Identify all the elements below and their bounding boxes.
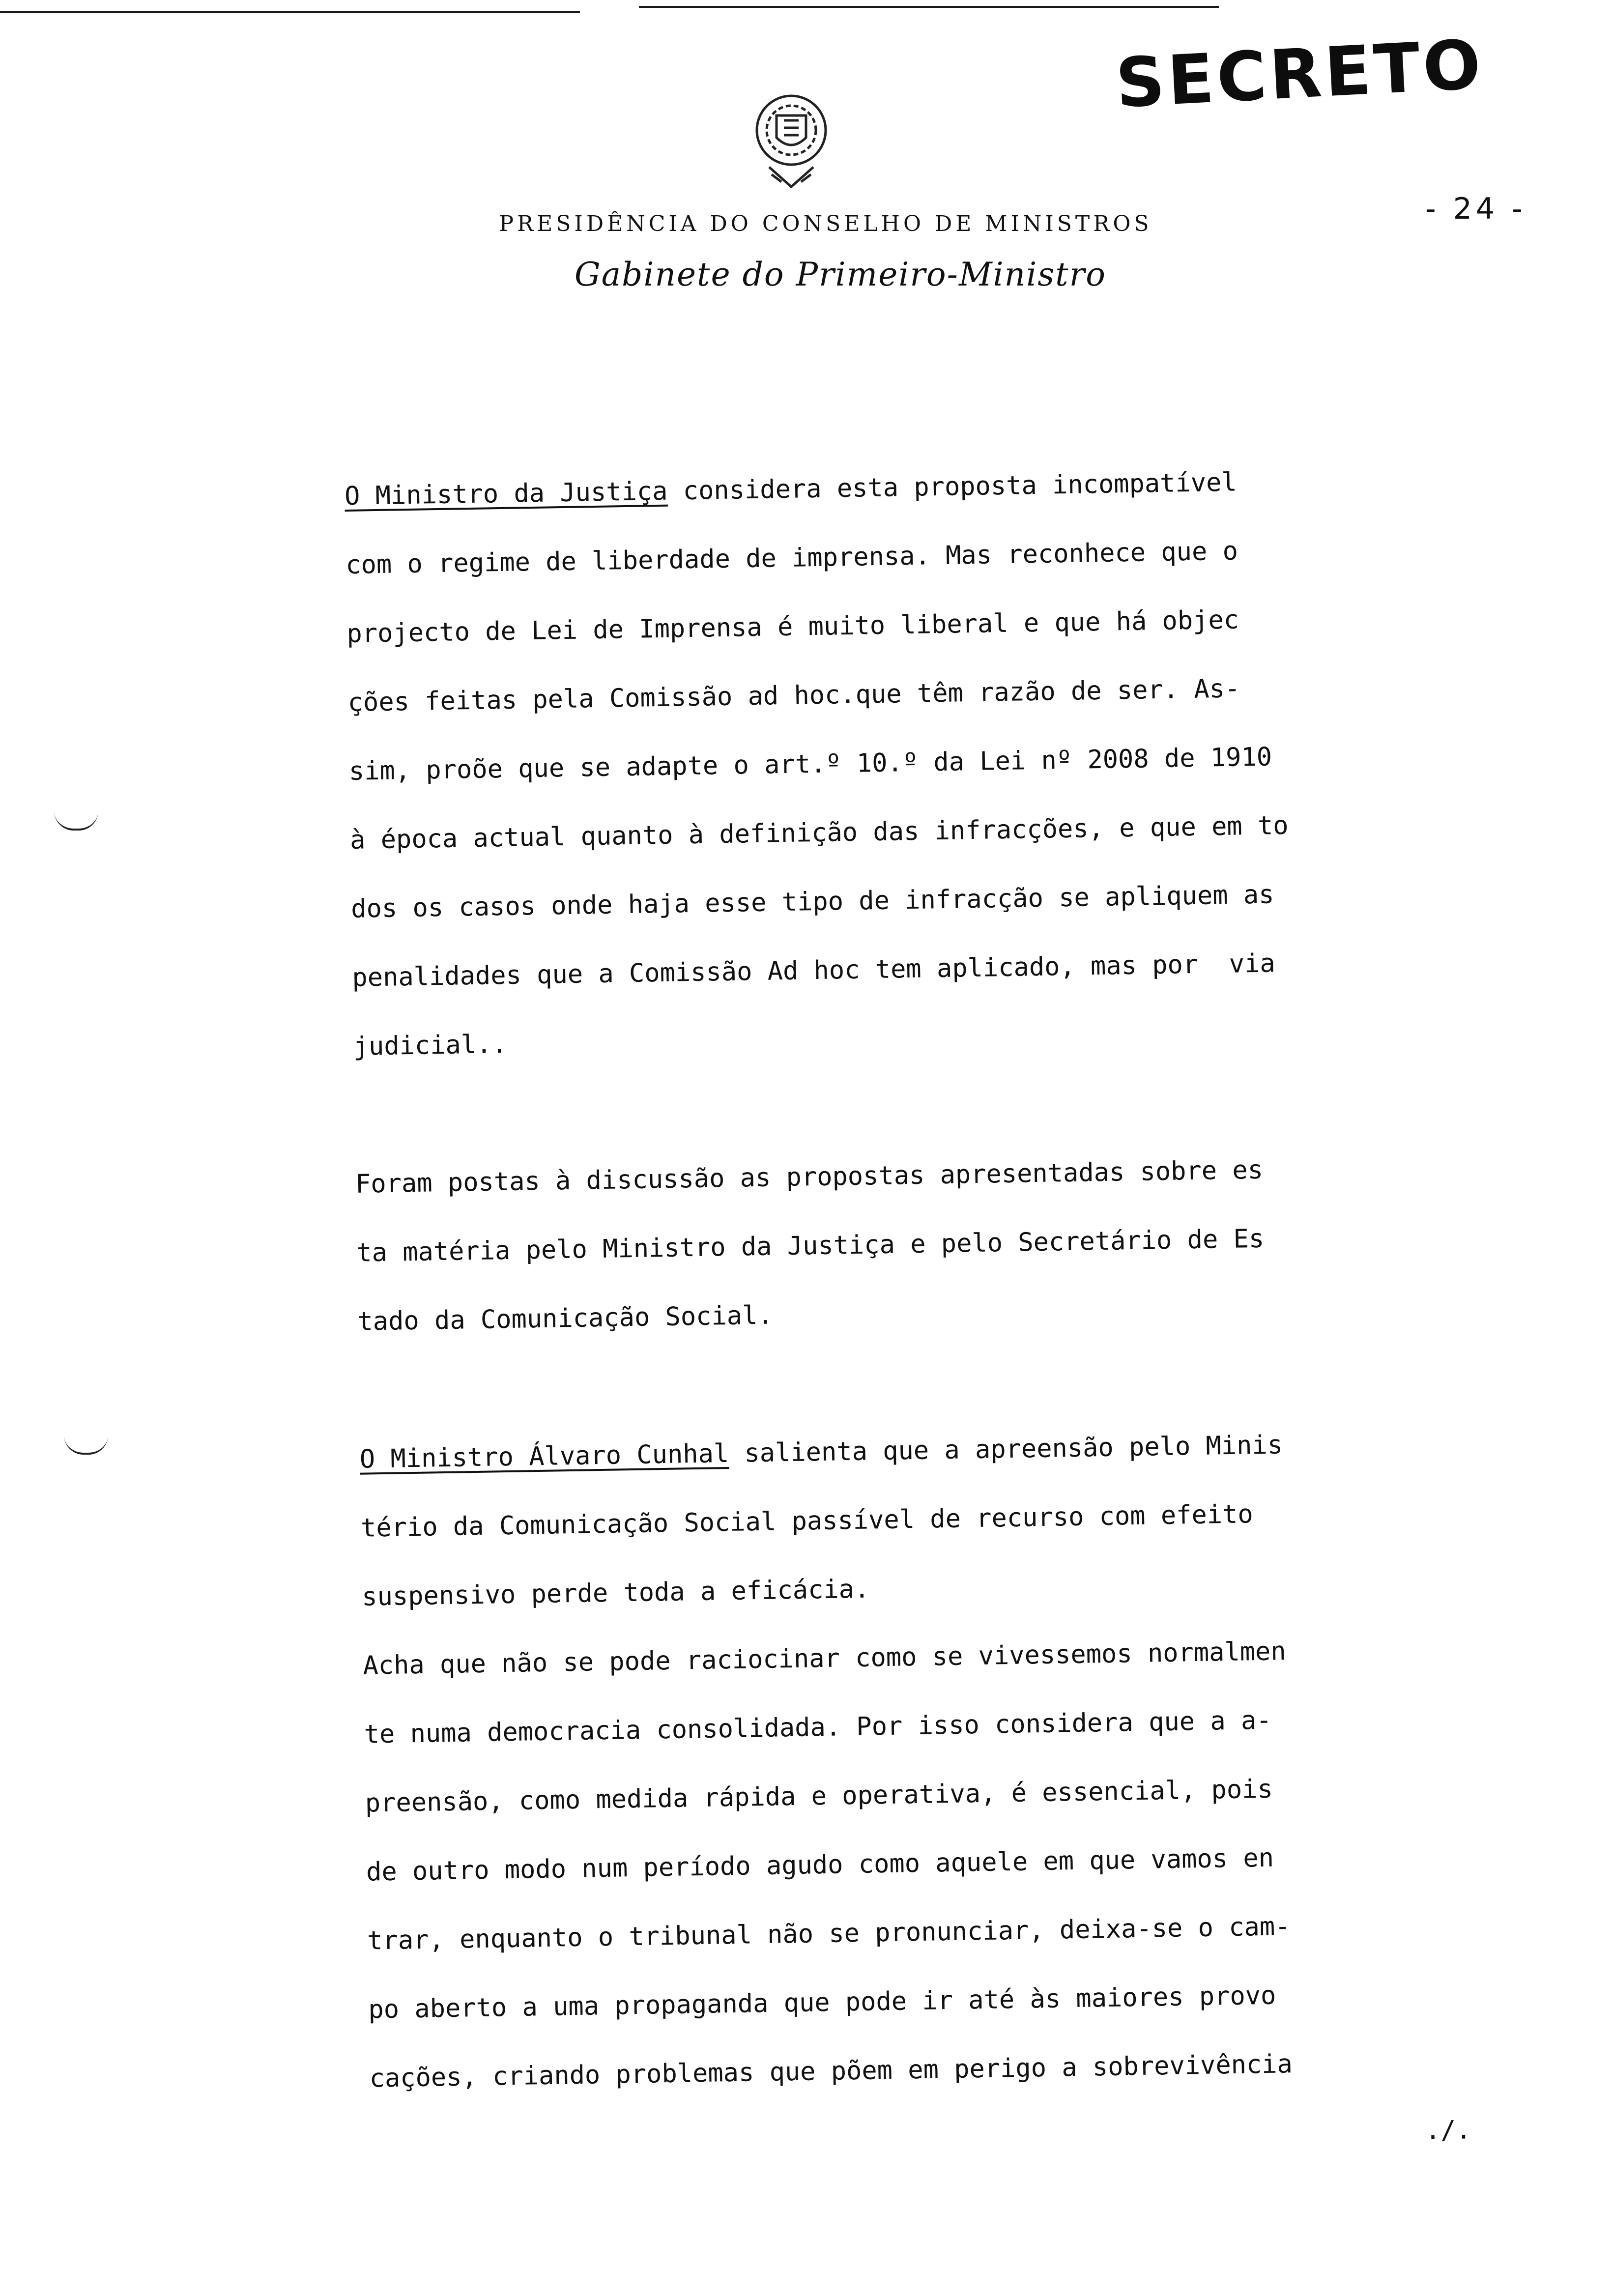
text-line: trar, enquanto o tribunal não se pronunciar, deixa-se o cam-	[367, 1912, 1291, 1956]
text-line: ções feitas pela Comissão ad hoc.que têm razão de ser. As-	[347, 674, 1240, 718]
document-body	[344, 444, 1511, 2182]
text-line: Foram postas à discussão as propostas apresentadas sobre es	[355, 1155, 1264, 1199]
paragraph-alvaro-cunhal	[359, 1407, 1511, 2181]
text-line: projecto de Lei de Imprensa é muito liberal e que há objec	[346, 605, 1239, 649]
text-line: cações, criando problemas que põem em perigo a sobrevivência	[369, 2049, 1293, 2094]
speaker-name: O Ministro da Justiça	[344, 476, 668, 511]
text-line: po aberto a uma propaganda que pode ir até às maiores provo	[368, 1980, 1276, 2025]
page-number: - 24 -	[1425, 192, 1526, 226]
paragraph-justice-minister	[344, 444, 1494, 1081]
paragraph-discussion	[355, 1132, 1498, 1356]
text-line: penalidades que a Comissão Ad hoc tem aplicado, mas por via	[352, 948, 1276, 993]
top-rule-right	[639, 6, 1219, 8]
text-line: tério da Comunicação Social passível de recurso com efeito	[360, 1499, 1254, 1543]
text-line: tado da Comunicação Social.	[357, 1300, 774, 1337]
cabinet-name: Gabinete do Primeiro-Ministro	[575, 256, 1106, 293]
secret-stamp: SECRETO	[1114, 25, 1486, 123]
text-line: preensão, como medida rápida e operativa, é essencial, pois	[365, 1774, 1273, 1818]
coat-of-arms-icon	[742, 81, 840, 199]
text-line: te numa democracia consolidada. Por isso considera que a a-	[364, 1705, 1272, 1750]
text-line: sim, proõe que se adapte o art.º 10.º da Lei nº 2008 de 1910	[348, 742, 1272, 786]
margin-punch-mark	[54, 811, 98, 831]
text-line: O Ministro da Justiça considera esta proposta incompatível	[344, 467, 1238, 511]
top-rule-left	[0, 11, 580, 13]
text-line: dos os casos onde haja esse tipo de infracção se apliquem as	[350, 880, 1274, 924]
institution-name: PRESIDÊNCIA DO CONSELHO DE MINISTROS	[499, 211, 1152, 236]
text-line: judicial..	[353, 1029, 508, 1062]
text-line: com o regime de liberdade de imprensa. Mas reconhece que o	[345, 536, 1238, 580]
text-line: à época actual quanto à definição das infracções, e que em to	[349, 810, 1289, 855]
margin-punch-mark	[64, 1435, 108, 1455]
text-line: de outro modo num período agudo como aquele em que vamos en	[366, 1843, 1274, 1887]
speaker-name: O Ministro Álvaro Cunhal	[359, 1438, 729, 1474]
text-line: suspensivo perde toda a eficácia.	[361, 1574, 870, 1612]
text-line: ta matéria pelo Ministro da Justiça e pelo Secretário de Es	[356, 1224, 1265, 1268]
text-line: O Ministro Álvaro Cunhal salienta que a apreensão pelo Minis	[359, 1430, 1283, 1474]
text-line: Acha que não se pode raciocinar como se vivessemos normalmen	[363, 1636, 1287, 1681]
continuation-mark: ./.	[1425, 2115, 1472, 2146]
